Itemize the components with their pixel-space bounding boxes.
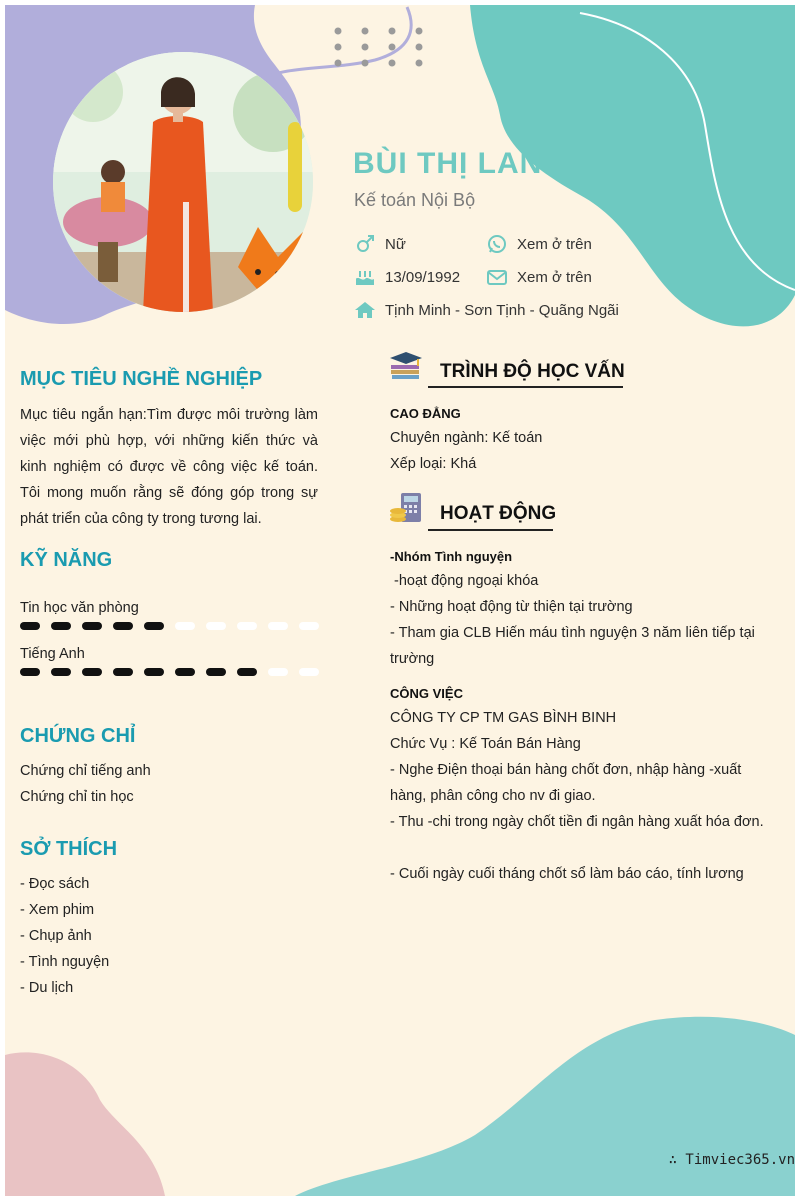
email-row (486, 267, 592, 287)
hobby-item: - Đọc sách (20, 876, 90, 892)
education-major: Chuyên ngành: Kế toán (390, 430, 543, 446)
skill-dash (20, 622, 40, 630)
profile-photo-image (53, 52, 313, 312)
skill-dash (299, 668, 319, 676)
work-title: CÔNG VIỆC (390, 686, 463, 701)
activity-line: -hoạt động ngoại khóa (390, 573, 539, 589)
skill-bar-english (20, 668, 319, 676)
gender-value: Nữ (385, 235, 406, 253)
skill-dash (299, 622, 319, 630)
address-row (354, 300, 619, 320)
phone-row (486, 234, 592, 254)
mail-icon (486, 267, 508, 287)
skill-dash (237, 668, 257, 676)
birthday-row (354, 267, 460, 287)
cake-icon (354, 267, 376, 287)
work-line: Chức Vụ : Kế Toán Bán Hàng (390, 736, 581, 752)
activity-line: - Những hoạt động từ thiện tại trường (390, 599, 633, 615)
skills-title: KỸ NĂNG (20, 549, 113, 571)
skill-bar-office (20, 622, 319, 630)
skill-label-english: Tiếng Anh (20, 646, 85, 662)
certificates-title: CHỨNG CHỈ (20, 725, 136, 747)
email-value: Xem ở trên (517, 268, 592, 286)
hobby-item: - Chụp ảnh (20, 928, 92, 944)
skill-dash (51, 668, 71, 676)
hobby-item: - Du lịch (20, 980, 74, 996)
job-title: Kế toán Nội Bộ (354, 190, 476, 210)
work-line: - Nghe Điện thoại bán hàng chốt đơn, nhập hàng -xuất hàng, phân công cho nv đi giao. (390, 762, 742, 804)
work-line: - Cuối ngày cuối tháng chốt sổ làm báo cáo, tính lương (390, 866, 744, 882)
skill-label-office: Tin học văn phòng (20, 600, 139, 616)
skill-dash (268, 668, 288, 676)
skill-dash (144, 622, 164, 630)
birthday-value: 13/09/1992 (385, 268, 461, 286)
skill-dash (113, 622, 133, 630)
objective-text: Mục tiêu ngắn hạn:Tìm được môi trường làm việc mới phù hợp, với những kiến thức và kinh nghiệm có được về công việc kế toán. Tôi mong muốn rằng sẽ đóng góp trong sự phát triển của công ty trong tương lai. (20, 407, 318, 527)
whatsapp-icon (486, 234, 508, 254)
candidate-name: BÙI THỊ LAN (353, 147, 543, 180)
activities-underline (428, 529, 553, 531)
hobby-item: - Tình nguyện (20, 954, 110, 970)
calculator-icon (389, 492, 423, 524)
skill-dash (20, 668, 40, 676)
work-line: CÔNG TY CP TM GAS BÌNH BINH (390, 710, 617, 726)
education-underline (428, 386, 623, 388)
profile-photo (53, 52, 313, 312)
objective-title: MỤC TIÊU NGHỀ NGHIỆP (20, 368, 263, 390)
skill-dash (82, 622, 102, 630)
skill-dash (82, 668, 102, 676)
footer-brand: ∴ Timviec365.vn (668, 1152, 795, 1168)
skill-dash (51, 622, 71, 630)
education-school: CAO ĐẲNG (390, 406, 461, 421)
gender-icon (354, 234, 376, 254)
certificate-item: Chứng chỉ tiếng anh (20, 763, 151, 779)
skill-dash (113, 668, 133, 676)
cv-page (5, 5, 795, 1196)
education-title: TRÌNH ĐỘ HỌC VẤN (440, 361, 625, 382)
skill-dash (268, 622, 288, 630)
graduation-icon (389, 350, 423, 382)
phone-value: Xem ở trên (517, 235, 592, 253)
home-icon (354, 300, 376, 320)
skill-dash (206, 668, 226, 676)
address-value: Tịnh Minh - Sơn Tịnh - Quãng Ngãi (385, 301, 619, 319)
activities-title: HOẠT ĐỘNG (440, 503, 557, 524)
skill-dash (175, 622, 195, 630)
skill-dash (175, 668, 195, 676)
hobby-item: - Xem phim (20, 902, 95, 918)
gender-row (354, 234, 406, 254)
activity-group-title: -Nhóm Tình nguyện (390, 549, 513, 564)
work-line: - Thu -chi trong ngày chốt tiền đi ngân hàng xuất hóa đơn. (390, 814, 764, 830)
skill-dash (144, 668, 164, 676)
hobbies-title: SỞ THÍCH (20, 838, 118, 860)
skill-dash (237, 622, 257, 630)
certificate-item: Chứng chỉ tin học (20, 789, 134, 805)
skill-dash (206, 622, 226, 630)
activity-line: - Tham gia CLB Hiến máu tình nguyện 3 năm liên tiếp tại trường (390, 625, 755, 667)
education-grade: Xếp loại: Khá (390, 456, 477, 472)
